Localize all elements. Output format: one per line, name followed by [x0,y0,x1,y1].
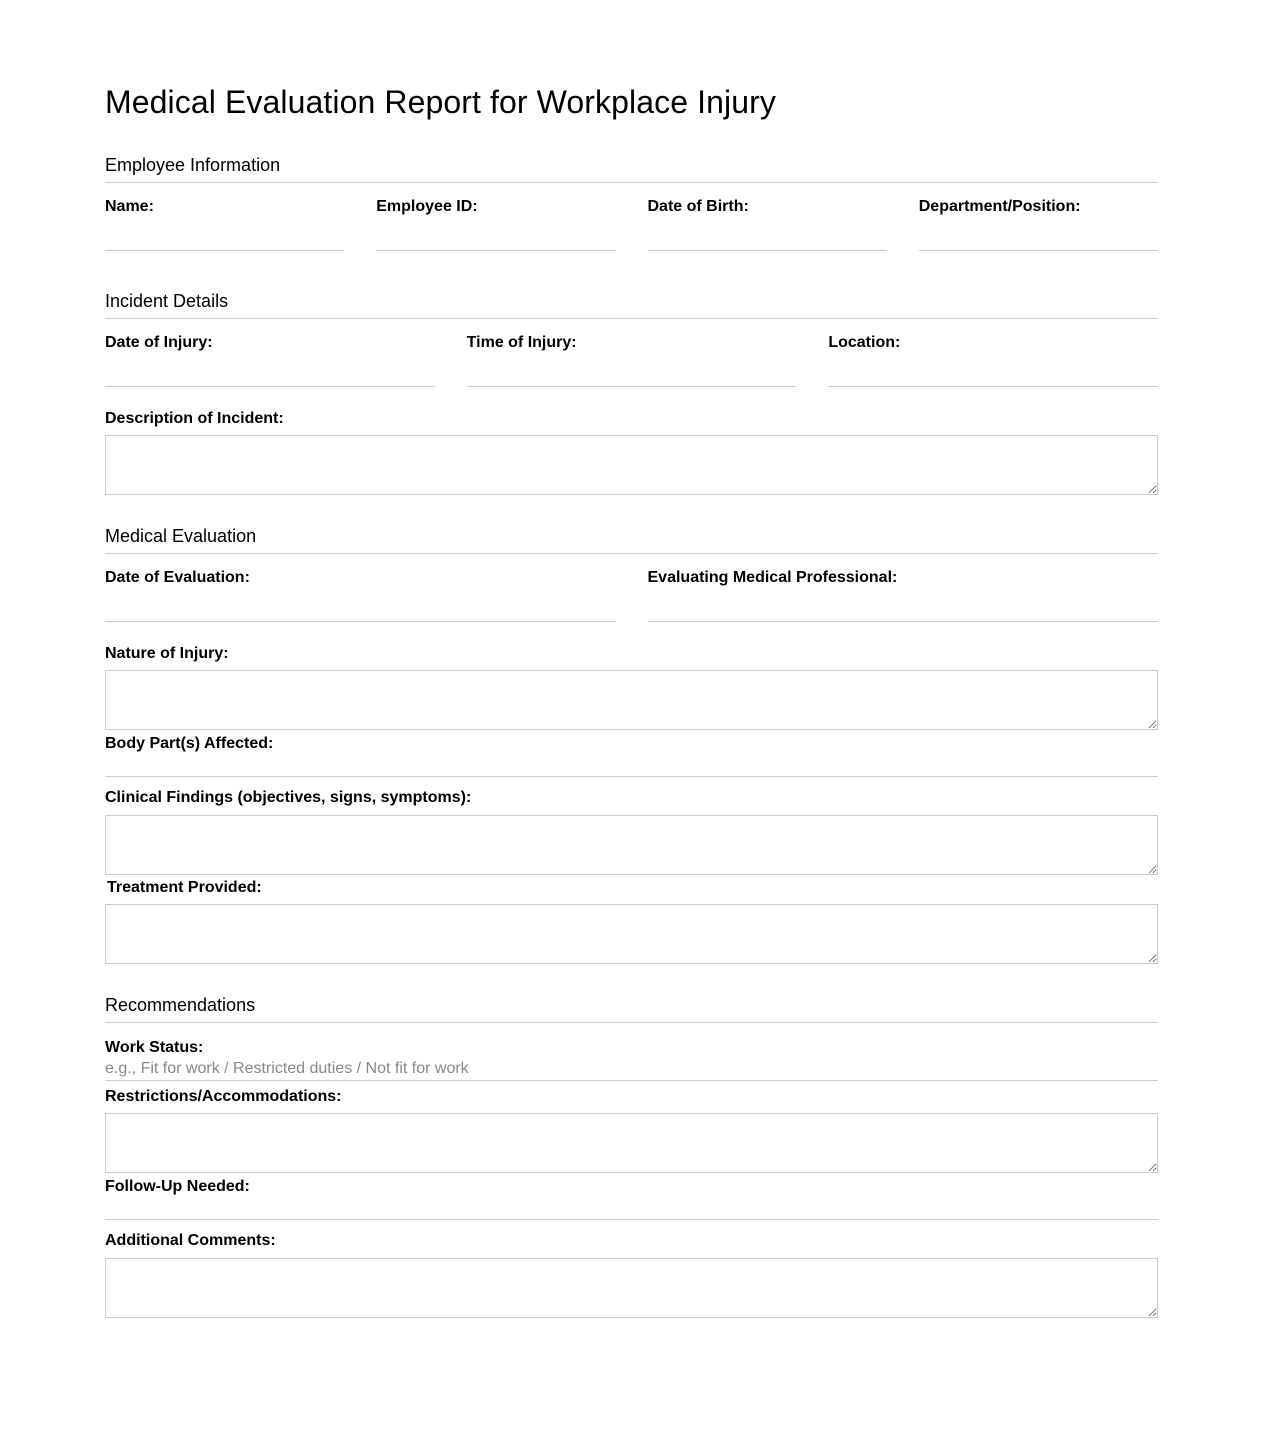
field-follow-up-needed [105,1177,1158,1220]
field-name [105,197,344,251]
field-department-position [919,197,1158,251]
time-of-injury-label: Time of Injury: [466,334,577,351]
field-clinical-findings [105,788,1158,875]
field-work-status [105,1038,1158,1081]
field-treatment-provided [105,878,1158,964]
restrictions-accommodations-label: Restrictions/Accommodations: [105,1088,342,1105]
clinical-findings-label: Clinical Findings (objectives, signs, symptoms): [105,789,472,806]
date-of-evaluation-label: Date of Evaluation: [105,569,250,586]
field-body-parts-affected [105,734,1158,777]
employee-id-input[interactable] [376,217,615,251]
section-title-medical: Medical Evaluation [105,525,1158,554]
treatment-provided-textarea[interactable] [105,904,1158,964]
section-employee-information [105,154,1158,251]
section-title-employee: Employee Information [105,154,1158,183]
field-nature-of-injury [105,644,1158,730]
evaluating-professional-input[interactable] [648,588,1159,622]
body-parts-affected-label: Body Part(s) Affected: [105,735,274,752]
department-position-input[interactable] [919,217,1158,251]
description-of-incident-label: Description of Incident: [105,410,284,427]
additional-comments-label: Additional Comments: [105,1232,276,1249]
field-employee-id [376,197,615,251]
field-evaluating-professional [648,568,1159,622]
clinical-findings-textarea[interactable] [105,815,1158,875]
description-of-incident-textarea[interactable] [105,435,1158,495]
time-of-injury-input[interactable] [467,353,797,387]
report-form [105,0,1158,1318]
employee-id-label: Employee ID: [376,198,478,215]
field-description-of-incident [105,409,1158,495]
field-additional-comments [105,1231,1158,1318]
field-time-of-injury [467,333,797,387]
field-restrictions-accommodations [105,1087,1158,1173]
additional-comments-textarea[interactable] [105,1258,1158,1318]
follow-up-needed-input[interactable] [105,1197,1158,1220]
treatment-provided-label: Treatment Provided: [107,879,262,896]
department-position-label: Department/Position: [918,198,1081,215]
location-input[interactable] [828,353,1158,387]
follow-up-needed-label: Follow-Up Needed: [105,1178,250,1195]
name-label: Name: [105,198,154,215]
section-title-incident: Incident Details [105,290,1158,319]
field-date-of-birth [648,197,887,251]
field-date-of-injury [105,333,435,387]
section-title-recommendations: Recommendations [105,994,1158,1023]
section-incident-details [105,290,1158,495]
work-status-input[interactable] [105,1058,1158,1081]
body-parts-affected-input[interactable] [105,754,1158,777]
page-title: Medical Evaluation Report for Workplace Injury [105,84,776,120]
nature-of-injury-textarea[interactable] [105,670,1158,730]
date-of-evaluation-input[interactable] [105,588,616,622]
section-recommendations [105,994,1158,1318]
date-of-birth-label: Date of Birth: [647,198,749,215]
work-status-label: Work Status: [105,1039,204,1056]
location-label: Location: [828,334,901,351]
field-location [828,333,1158,387]
date-of-injury-label: Date of Injury: [105,334,213,351]
evaluating-professional-label: Evaluating Medical Professional: [647,569,898,586]
date-of-injury-input[interactable] [105,353,435,387]
date-of-birth-input[interactable] [648,217,887,251]
section-medical-evaluation [105,525,1158,964]
name-input[interactable] [105,217,344,251]
nature-of-injury-label: Nature of Injury: [105,645,229,662]
restrictions-accommodations-textarea[interactable] [105,1113,1158,1173]
field-date-of-evaluation [105,568,616,622]
